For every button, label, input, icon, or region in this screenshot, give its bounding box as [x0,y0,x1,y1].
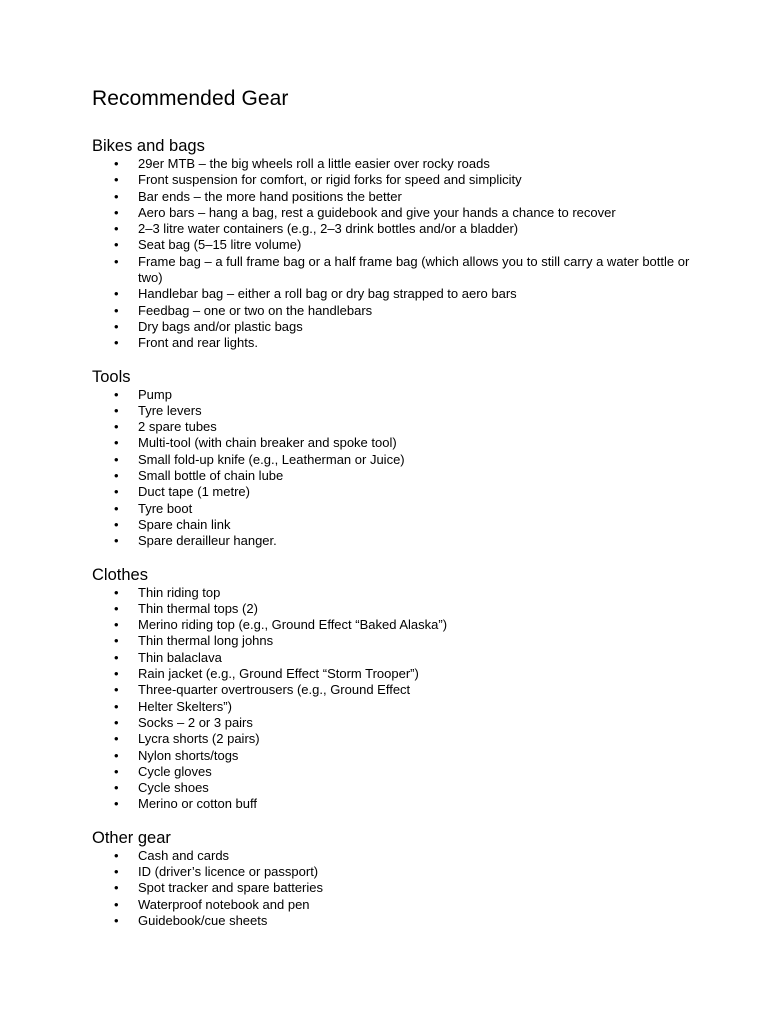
section-heading: Clothes [92,565,148,584]
bullet-icon: • [114,516,119,532]
bullet-icon: • [114,500,119,516]
bullet-icon: • [114,731,119,747]
list-item [92,452,692,468]
list-item-text: Front and rear lights. [138,335,258,351]
list-item [92,585,692,601]
bullet-icon: • [114,484,119,500]
list-item-text: Spot tracker and spare batteries [138,880,323,896]
list-item [92,286,692,302]
list-item-text: Dry bags and/or plastic bags [138,318,303,334]
list-item [92,254,692,287]
list-item [92,601,692,617]
bullet-icon: • [114,780,119,796]
list-item [92,880,692,896]
list-item-text: Front suspension for comfort, or rigid forks for speed and simplicity [138,172,522,188]
list-item [92,666,692,682]
bullet-list [92,387,692,550]
bullet-icon: • [114,617,119,633]
section-2 [92,565,692,813]
list-item [92,617,692,633]
list-item [92,533,692,549]
list-item [92,387,692,403]
bullet-icon: • [114,253,119,269]
list-item-text: 29er MTB – the big wheels roll a little easier over rocky roads [138,156,490,171]
list-item [92,897,692,913]
list-item-text: Thin balaclava [138,649,222,665]
bullet-icon: • [114,286,119,302]
list-item [92,501,692,517]
list-item [92,780,692,796]
bullet-icon: • [114,847,119,863]
bullet-icon: • [114,204,119,220]
bullet-icon: • [114,419,119,435]
list-item [92,699,692,715]
list-item [92,319,692,335]
list-item [92,403,692,419]
list-item [92,748,692,764]
list-item-text: Aero bars – hang a bag, rest a guidebook and give your hands a chance to recover [138,204,616,220]
list-item-text: Thin thermal long johns [138,633,274,649]
bullet-icon: • [114,402,119,418]
list-item [92,221,692,237]
page-title: Recommended Gear [92,87,289,110]
list-item [92,650,692,666]
list-item [92,682,692,698]
list-item-text: Small fold-up knife (e.g., Leatherman or Juice) [138,451,405,467]
section-3 [92,828,692,929]
list-item-text: Nylon shorts/togs [138,747,239,763]
bullet-list [92,848,692,929]
list-item [92,731,692,747]
section-heading: Other gear [92,828,171,847]
bullet-icon: • [114,386,119,402]
bullet-icon: • [114,763,119,779]
list-item-text: Thin thermal tops (2) [138,600,258,616]
list-item-text: Waterproof notebook and pen [138,896,310,912]
bullet-icon: • [114,633,119,649]
bullet-icon: • [114,156,119,171]
list-item-text: Three-quarter overtrousers (e.g., Ground Effect [138,682,411,698]
list-item [92,189,692,205]
bullet-icon: • [114,335,119,351]
list-item-text: Cycle shoes [138,780,209,796]
list-item [92,848,692,864]
list-item-text: ID (driver’s licence or passport) [138,863,319,879]
bullet-icon: • [114,714,119,730]
bullet-icon: • [114,172,119,188]
list-item [92,156,692,172]
list-item [92,913,692,929]
list-item-text: Merino or cotton buff [138,796,257,812]
list-item [92,172,692,188]
bullet-icon: • [114,188,119,204]
list-item-text: Tyre boot [138,500,193,516]
bullet-icon: • [114,600,119,616]
bullet-icon: • [114,302,119,318]
list-item-text: Spare derailleur hanger. [138,533,277,549]
bullet-icon: • [114,682,119,698]
list-item-text: Cycle gloves [138,763,212,779]
list-item-text: 2–3 litre water containers (e.g., 2–3 drink bottles and/or a bladder) [138,221,519,237]
list-item [92,633,692,649]
bullet-icon: • [114,863,119,879]
list-item [92,335,692,351]
bullet-list [92,585,692,813]
list-item-text: Helter Skelters”) [138,698,232,714]
bullet-icon: • [114,698,119,714]
list-item [92,864,692,880]
bullet-icon: • [114,533,119,549]
list-item-text: Spare chain link [138,516,231,532]
list-item [92,435,692,451]
bullet-icon: • [114,237,119,253]
list-item-text: Duct tape (1 metre) [138,484,250,500]
list-item-text: Multi-tool (with chain breaker and spoke tool) [138,435,397,451]
list-item-text: Lycra shorts (2 pairs) [138,731,260,747]
list-item-text: Frame bag – a full frame bag or a half frame bag (which allows you to still carry a water bottle or two) [138,253,690,286]
list-item [92,764,692,780]
list-item [92,484,692,500]
list-item [92,517,692,533]
list-item-text: Guidebook/cue sheets [138,912,268,928]
bullet-icon: • [114,435,119,451]
list-item [92,303,692,319]
list-item [92,419,692,435]
list-item-text: Tyre levers [138,402,202,418]
list-item [92,715,692,731]
list-item-text: Merino riding top (e.g., Ground Effect “Baked Alaska”) [138,617,448,633]
bullet-icon: • [114,584,119,600]
bullet-icon: • [114,912,119,928]
list-item-text: Handlebar bag – either a roll bag or dry bag strapped to aero bars [138,286,517,302]
list-item-text: Bar ends – the more hand positions the better [138,188,402,204]
list-item [92,237,692,253]
list-item [92,468,692,484]
document-page [92,86,692,929]
bullet-list [92,156,692,352]
list-item-text: Socks – 2 or 3 pairs [138,714,253,730]
bullet-icon: • [114,221,119,237]
bullet-icon: • [114,880,119,896]
list-item [92,796,692,812]
bullet-icon: • [114,451,119,467]
list-item-text: Seat bag (5–15 litre volume) [138,237,302,253]
list-item-text: Cash and cards [138,847,230,863]
bullet-icon: • [114,649,119,665]
list-item-text: Pump [138,386,172,402]
list-item-text: 2 spare tubes [138,419,217,435]
list-item-text: Thin riding top [138,584,221,600]
section-1 [92,367,692,550]
bullet-icon: • [114,796,119,812]
bullet-icon: • [114,747,119,763]
section-0 [92,136,692,352]
sections-container [92,136,692,929]
section-heading: Tools [92,367,131,386]
bullet-icon: • [114,468,119,484]
list-item-text: Small bottle of chain lube [138,468,284,484]
bullet-icon: • [114,896,119,912]
list-item-text: Rain jacket (e.g., Ground Effect “Storm Trooper”) [138,666,419,682]
list-item-text: Feedbag – one or two on the handlebars [138,302,373,318]
section-heading: Bikes and bags [92,137,205,155]
bullet-icon: • [114,666,119,682]
bullet-icon: • [114,318,119,334]
list-item [92,205,692,221]
